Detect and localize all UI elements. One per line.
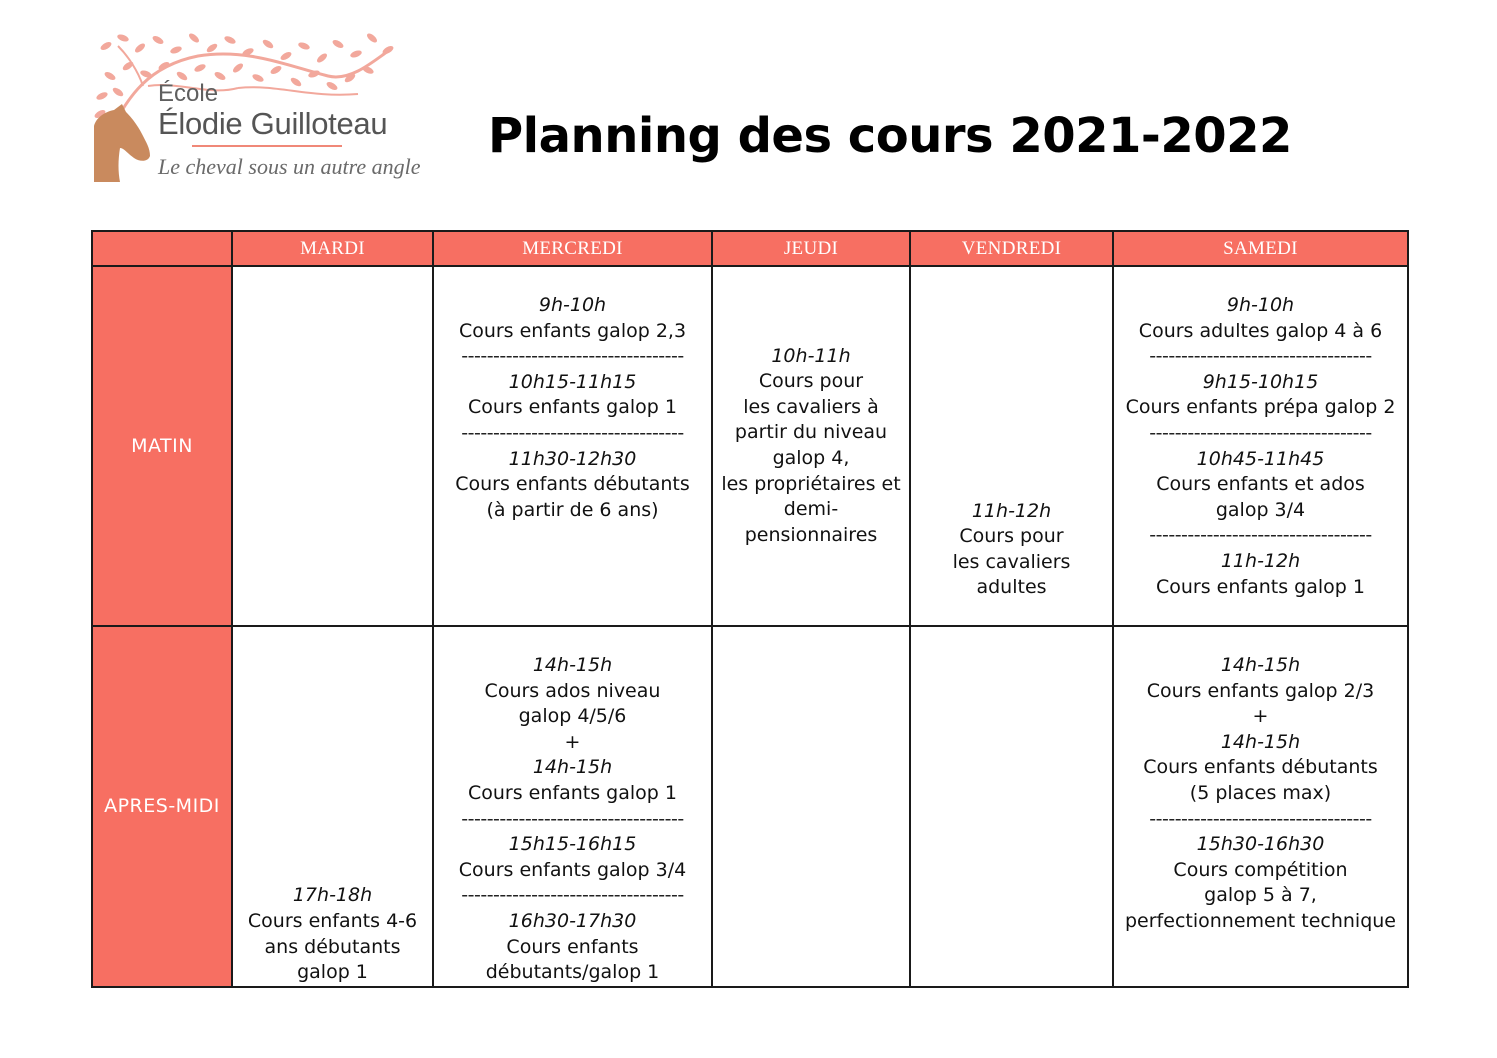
course-description: Cours enfants galop 1 [468,396,677,419]
logo-tagline: Le cheval sous un autre angle [158,154,421,179]
period-label-matin: MATIN [92,266,232,626]
slot-separator: ----------------------------------- [461,884,684,907]
course-description: les cavaliers [952,550,1071,573]
course-time: 11h-12h [1220,549,1301,572]
school-logo [88,26,428,188]
header-samedi: SAMEDI [1113,231,1408,266]
course-time: 9h15-10h15 [1202,370,1319,393]
course-slot [1114,370,1407,421]
slot-separator: ----------------------------------- [1149,524,1372,547]
course-slot [434,653,711,807]
course-slot [1114,293,1407,344]
course-time: 11h30-12h30 [508,447,637,470]
cell-matin-jeudi [712,266,910,626]
header-mercredi: MERCREDI [433,231,712,266]
course-time: 14h-15h [1220,654,1301,676]
course-time: 9h-10h [1226,294,1295,316]
slot-separator: ----------------------------------- [461,345,684,368]
course-time: 11h-12h [971,499,1052,522]
course-description: Cours ados niveau [484,679,661,702]
course-time: 15h30-16h30 [1196,833,1325,856]
course-time: 14h-15h [532,654,613,676]
course-description: adultes [976,576,1047,599]
cell-matin-samedi [1113,266,1408,626]
course-description: demi- [783,498,839,521]
row-apres-midi [92,626,1408,987]
course-description: Cours enfants prépa galop 2 [1125,396,1396,419]
course-description: Cours enfants débutants [1143,756,1378,779]
course-description: Cours enfants [506,935,639,958]
slot-separator: ----------------------------------- [461,421,684,444]
cell-matin-mardi [232,266,433,626]
course-time: 14h-15h [1220,730,1301,753]
course-slot [911,499,1112,601]
course-description: Cours enfants galop 3/4 [458,858,687,881]
course-slot [434,370,711,421]
course-time: 10h-11h [771,344,851,367]
page-title: Planning des cours 2021-2022 [488,108,1292,164]
course-description: Cours enfants galop 1 [468,781,677,804]
row-matin [92,266,1408,626]
course-slot [1114,653,1407,807]
course-description: Cours pour [959,525,1064,548]
period-label-apres-midi: APRES-MIDI [92,626,232,987]
course-slot [434,447,711,524]
course-description: galop 4, [772,447,850,469]
cell-am-jeudi [712,626,910,987]
header-vendredi: VENDREDI [910,231,1113,266]
header-row [92,231,1408,266]
course-description: galop 4/5/6 [518,705,627,728]
cell-matin-mercredi [433,266,712,626]
course-description: Cours compétition [1173,858,1348,881]
course-description: Cours enfants débutants [455,473,690,496]
slot-separator: ----------------------------------- [1149,345,1372,368]
slot-separator: ----------------------------------- [1149,421,1372,444]
header-mardi: MARDI [232,231,433,266]
course-description: Cours adultes galop 4 à 6 [1138,319,1383,342]
course-description: (à partir de 6 ans) [486,498,659,521]
schedule-table [91,230,1409,988]
course-time: 10h15-11h15 [508,370,637,393]
cell-am-mercredi [433,626,712,987]
course-description: ans débutants [264,935,401,958]
course-description: Cours enfants galop 2/3 [1146,679,1375,702]
logo-underline [192,145,342,147]
course-time: 10h45-11h45 [1196,447,1325,470]
course-description: Cours enfants 4-6 [247,909,418,932]
course-slot [434,832,711,883]
course-time: 17h-18h [292,884,373,907]
course-time: 16h30-17h30 [508,909,637,932]
header-corner [92,231,232,266]
course-slot [1114,447,1407,524]
header-jeudi: JEUDI [712,231,910,266]
logo-ecole-text: École [158,80,219,107]
cell-am-samedi [1113,626,1408,987]
course-time: 15h15-16h15 [508,833,637,856]
course-description: débutants/galop 1 [485,961,660,984]
slot-separator: ----------------------------------- [461,807,684,830]
course-slot [434,909,711,986]
course-description: Cours enfants galop 2,3 [458,319,687,342]
course-description: galop 3/4 [1215,498,1306,521]
cell-am-vendredi [910,626,1113,987]
course-time: 14h-15h [532,756,613,779]
course-description: Cours pour [758,370,864,393]
course-slot [713,344,909,549]
course-description: Cours enfants et ados [1156,473,1365,496]
course-description: Cours enfants galop 1 [1156,575,1365,598]
plus-sign: + [564,730,581,753]
course-slot [434,293,711,344]
logo-school-name: Élodie Guilloteau [158,106,388,141]
course-description: les propriétaires et [721,472,901,495]
course-slot [1114,549,1407,600]
course-time: 9h-10h [538,294,607,316]
course-description: partir du niveau [734,421,888,444]
slot-separator: ----------------------------------- [1149,807,1372,830]
course-description: galop 1 [297,961,368,984]
course-description: perfectionnement technique [1125,909,1396,932]
cell-am-mardi [232,626,433,987]
plus-sign: + [1252,705,1269,728]
course-description: pensionnaires [744,523,878,546]
course-slot [1114,832,1407,934]
course-description: (5 places max) [1189,781,1332,804]
course-description: les cavaliers à [743,395,879,418]
course-description: galop 5 à 7, [1204,884,1317,907]
cell-matin-vendredi [910,266,1113,626]
course-slot [233,883,432,985]
